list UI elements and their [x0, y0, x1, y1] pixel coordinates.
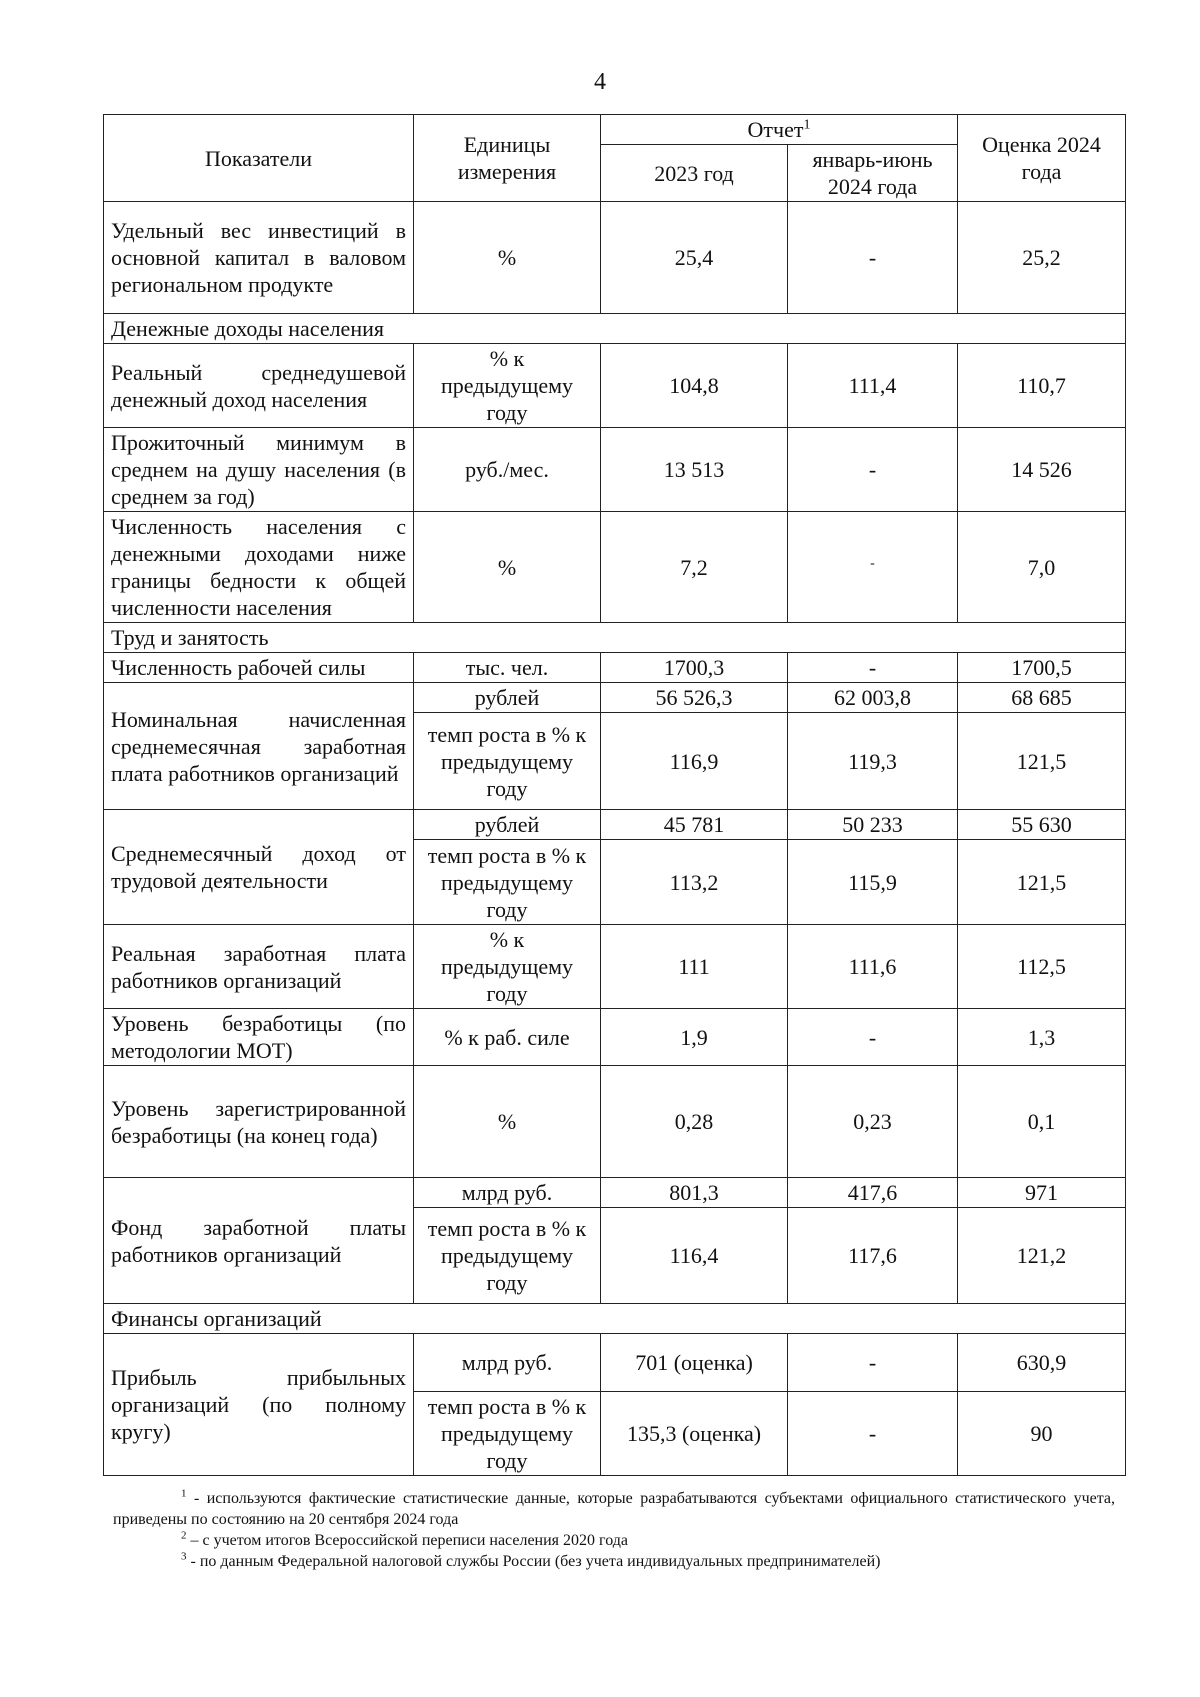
table-row	[104, 512, 1126, 623]
section-title: Труд и занятость	[104, 623, 1126, 653]
value-estimate-2024: 68 685	[958, 683, 1126, 713]
unit-cell: млрд руб.	[414, 1334, 601, 1392]
header-report-label: Отчет	[747, 117, 804, 142]
value-estimate-2024: 121,5	[958, 840, 1126, 925]
indicator-name: Уровень зарегистрированной безработицы (на конец года)	[104, 1066, 414, 1178]
value-2023: 1,9	[601, 1009, 788, 1066]
value-jan-jun-2024: 117,6	[788, 1208, 958, 1304]
value-2023: 45 781	[601, 810, 788, 840]
header-indicator: Показатели	[104, 115, 414, 202]
footnote-2	[113, 1530, 1115, 1551]
indicator-name: Номинальная начисленная среднемесячная заработная плата работников организаций	[104, 683, 414, 810]
value-2023: 111	[601, 925, 788, 1009]
unit-cell: млрд руб.	[414, 1178, 601, 1208]
header-report	[601, 115, 958, 145]
value-estimate-2024: 121,2	[958, 1208, 1126, 1304]
table-row	[104, 925, 1126, 1009]
unit-cell: рублей	[414, 683, 601, 713]
indicator-name: Численность населения с денежными доходами ниже границы бедности к общей численности населения	[104, 512, 414, 623]
unit-cell: тыс. чел.	[414, 653, 601, 683]
value-2023: 701 (оценка)	[601, 1334, 788, 1392]
value-estimate-2024: 630,9	[958, 1334, 1126, 1392]
unit-cell: темп роста в % к предыдущему году	[414, 1208, 601, 1304]
unit-cell: темп роста в % к предыдущему году	[414, 840, 601, 925]
table-row	[104, 1066, 1126, 1178]
indicator-name: Прожиточный минимум в среднем на душу населения (в среднем за год)	[104, 428, 414, 512]
table-row	[104, 653, 1126, 683]
unit-cell: руб./мес.	[414, 428, 601, 512]
value-2023: 0,28	[601, 1066, 788, 1178]
section-row	[104, 1304, 1126, 1334]
value-2023: 7,2	[601, 512, 788, 623]
indicator-name: Реальная заработная плата работников организаций	[104, 925, 414, 1009]
value-jan-jun-2024: 115,9	[788, 840, 958, 925]
value-jan-jun-2024: 50 233	[788, 810, 958, 840]
indicator-name: Среднемесячный доход от трудовой деятельности	[104, 810, 414, 925]
value-jan-jun-2024: -	[788, 428, 958, 512]
footnotes	[113, 1488, 1115, 1572]
dash-value: -	[870, 555, 875, 571]
section-title: Денежные доходы населения	[104, 314, 1126, 344]
value-2023: 801,3	[601, 1178, 788, 1208]
unit-cell: %	[414, 512, 601, 623]
value-2023: 13 513	[601, 428, 788, 512]
value-estimate-2024: 110,7	[958, 344, 1126, 428]
table-row	[104, 344, 1126, 428]
value-estimate-2024: 1700,5	[958, 653, 1126, 683]
section-row	[104, 623, 1126, 653]
footnote-3	[113, 1551, 1115, 1572]
value-2023: 116,9	[601, 713, 788, 810]
table-row	[104, 1178, 1126, 1208]
indicator-name: Уровень безработицы (по методологии МОТ)	[104, 1009, 414, 1066]
table-row	[104, 428, 1126, 512]
value-estimate-2024: 112,5	[958, 925, 1126, 1009]
footnote-text: - по данным Федеральной налоговой службы России (без учета индивидуальных предпринимателей)	[186, 1553, 881, 1570]
indicator-name: Численность рабочей силы	[104, 653, 414, 683]
value-jan-jun-2024: -	[788, 1009, 958, 1066]
header-jan-jun-2024: январь-июнь 2024 года	[788, 145, 958, 202]
value-2023: 116,4	[601, 1208, 788, 1304]
value-2023: 56 526,3	[601, 683, 788, 713]
table-row	[104, 1334, 1126, 1392]
section-row	[104, 314, 1126, 344]
unit-cell: рублей	[414, 810, 601, 840]
unit-cell: % к предыдущему году	[414, 925, 601, 1009]
indicator-name: Прибыль прибыльных организаций (по полному кругу)	[104, 1334, 414, 1476]
value-estimate-2024: 14 526	[958, 428, 1126, 512]
indicator-name: Реальный среднедушевой денежный доход населения	[104, 344, 414, 428]
value-estimate-2024: 7,0	[958, 512, 1126, 623]
table-row	[104, 1009, 1126, 1066]
footnote-mark: 2	[181, 1529, 187, 1542]
value-jan-jun-2024: -	[788, 653, 958, 683]
indicators-table	[103, 114, 1126, 1476]
unit-cell: %	[414, 1066, 601, 1178]
unit-cell: темп роста в % к предыдущему году	[414, 713, 601, 810]
value-estimate-2024: 90	[958, 1392, 1126, 1476]
value-2023: 1700,3	[601, 653, 788, 683]
footnote-mark: 1	[181, 1487, 187, 1500]
table-row	[104, 683, 1126, 713]
indicator-name: Удельный вес инвестиций в основной капитал в валовом региональном продукте	[104, 202, 414, 314]
footnote-text: - используются фактические статистические данные, которые разрабатываются субъектами официального статистического учета, приведены по состоянию на 20 сентября 2024 года	[113, 1490, 1115, 1528]
indicator-name: Фонд заработной платы работников организаций	[104, 1178, 414, 1304]
table-row	[104, 810, 1126, 840]
value-jan-jun-2024: -	[788, 1334, 958, 1392]
header-estimate: Оценка 2024 года	[958, 115, 1126, 202]
value-2023: 113,2	[601, 840, 788, 925]
unit-cell: % к раб. силе	[414, 1009, 601, 1066]
value-estimate-2024: 121,5	[958, 713, 1126, 810]
value-2023: 25,4	[601, 202, 788, 314]
value-jan-jun-2024: 417,6	[788, 1178, 958, 1208]
table-row	[104, 202, 1126, 314]
value-estimate-2024: 25,2	[958, 202, 1126, 314]
value-jan-jun-2024: 119,3	[788, 713, 958, 810]
value-estimate-2024: 0,1	[958, 1066, 1126, 1178]
header-report-footnote-mark: 1	[803, 117, 811, 133]
value-2023: 135,3 (оценка)	[601, 1392, 788, 1476]
value-jan-jun-2024: -	[788, 202, 958, 314]
value-estimate-2024: 1,3	[958, 1009, 1126, 1066]
page-number: 4	[594, 69, 606, 95]
section-title: Финансы организаций	[104, 1304, 1126, 1334]
unit-cell: темп роста в % к предыдущему году	[414, 1392, 601, 1476]
value-jan-jun-2024: -	[788, 1392, 958, 1476]
value-estimate-2024: 971	[958, 1178, 1126, 1208]
value-jan-jun-2024: 62 003,8	[788, 683, 958, 713]
footnote-text: – с учетом итогов Всероссийской переписи населения 2020 года	[186, 1532, 628, 1549]
unit-cell: % к предыдущему году	[414, 344, 601, 428]
value-estimate-2024: 55 630	[958, 810, 1126, 840]
footnote-mark: 3	[181, 1550, 187, 1563]
value-jan-jun-2024	[788, 512, 958, 623]
value-jan-jun-2024: 111,6	[788, 925, 958, 1009]
value-jan-jun-2024: 0,23	[788, 1066, 958, 1178]
value-2023: 104,8	[601, 344, 788, 428]
unit-cell: %	[414, 202, 601, 314]
header-year-2023: 2023 год	[601, 145, 788, 202]
header-units: Единицы измерения	[414, 115, 601, 202]
footnote-1	[113, 1488, 1115, 1530]
value-jan-jun-2024: 111,4	[788, 344, 958, 428]
